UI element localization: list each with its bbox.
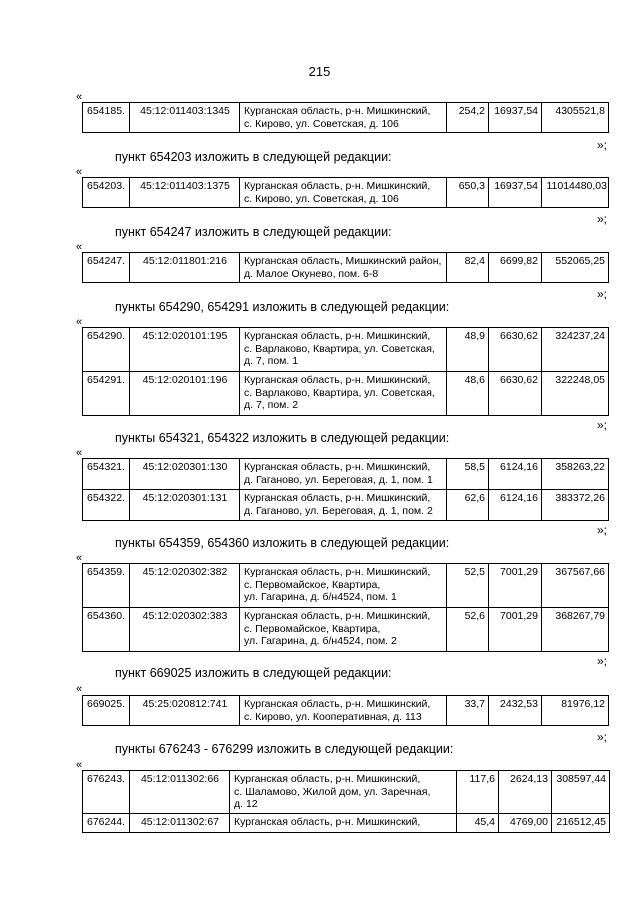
cadastral-value: 322248,05 <box>542 372 609 416</box>
address: Курганская область, р-н. Мишкинский, с. Шаламово, Жилой дом, ул. Заречная, д. 12 <box>230 771 457 814</box>
rate: 2432,53 <box>489 696 542 726</box>
item-number: 676244. <box>83 814 130 833</box>
page-number: 215 <box>308 64 331 79</box>
open-quote: « <box>76 316 83 328</box>
area: 650,3 <box>447 178 489 208</box>
property-table <box>82 102 609 133</box>
property-table <box>82 770 610 833</box>
area: 62,6 <box>447 490 489 521</box>
address: Курганская область, р-н. Мишкинский, с. Варлаково, Квартира, ул. Советская, д. 7, пом. 2 <box>240 372 447 416</box>
table-row <box>83 696 609 726</box>
rate: 7001,29 <box>489 608 542 652</box>
property-table <box>82 327 609 416</box>
cadastral-value: 308597,44 <box>552 771 610 814</box>
cadastral-value: 368267,79 <box>542 608 609 652</box>
table-row <box>83 372 609 416</box>
close-quote: »; <box>597 730 608 744</box>
cadastral-number: 45:12:020302:383 <box>130 608 240 652</box>
close-quote: »; <box>597 654 608 668</box>
open-quote: « <box>76 552 83 564</box>
section-heading: пункт 669025 изложить в следующей редакции: <box>115 666 392 680</box>
rate: 7001,29 <box>489 564 542 608</box>
close-quote: »; <box>597 212 608 226</box>
open-quote: « <box>76 91 83 103</box>
open-quote: « <box>76 166 83 178</box>
rate: 6630,62 <box>489 328 542 372</box>
cadastral-number: 45:25:020812:741 <box>130 696 240 726</box>
section-heading: пункты 654359, 654360 изложить в следующей редакции: <box>115 536 450 550</box>
property-table <box>82 458 609 521</box>
cadastral-value: 324237,24 <box>542 328 609 372</box>
address: Курганская область, р-н. Мишкинский, с. Кирово, ул. Советская, д. 106 <box>240 178 447 208</box>
item-number: 654360. <box>83 608 130 652</box>
cadastral-number: 45:12:020101:196 <box>130 372 240 416</box>
item-number: 654321. <box>83 459 130 490</box>
area: 45,4 <box>457 814 499 833</box>
table-row <box>83 328 609 372</box>
rate: 16937,54 <box>489 178 542 208</box>
property-table <box>82 563 609 652</box>
address: Курганская область, р-н. Мишкинский, с. Кирово, ул. Советская, д. 106 <box>240 103 447 133</box>
rate: 2624,13 <box>499 771 552 814</box>
close-quote: »; <box>597 523 608 537</box>
item-number: 654291. <box>83 372 130 416</box>
cadastral-value: 383372,26 <box>542 490 609 521</box>
table-row <box>83 814 610 833</box>
address: Курганская область, Мишкинский район, д. Малое Окунево, пом. 6-8 <box>240 253 447 283</box>
section-heading: пункты 654290, 654291 изложить в следующей редакции: <box>115 300 450 314</box>
area: 52,5 <box>447 564 489 608</box>
property-table <box>82 695 609 726</box>
area: 117,6 <box>457 771 499 814</box>
area: 58,5 <box>447 459 489 490</box>
rate: 6699,82 <box>489 253 542 283</box>
close-quote: »; <box>597 138 608 152</box>
cadastral-number: 45:12:020301:130 <box>130 459 240 490</box>
area: 33,7 <box>447 696 489 726</box>
cadastral-number: 45:12:011302:66 <box>130 771 230 814</box>
open-quote: « <box>76 241 83 253</box>
area: 52,6 <box>447 608 489 652</box>
table-row <box>83 771 610 814</box>
item-number: 669025. <box>83 696 130 726</box>
table-row <box>83 103 609 133</box>
section-heading: пункты 676243 - 676299 изложить в следующей редакции: <box>115 742 454 756</box>
section-heading: пункты 654321, 654322 изложить в следующей редакции: <box>115 431 450 445</box>
address: Курганская область, р-н. Мишкинский, с. Варлаково, Квартира, ул. Советская, д. 7, пом. 1 <box>240 328 447 372</box>
cadastral-value: 11014480,03 <box>542 178 609 208</box>
item-number: 654203. <box>83 178 130 208</box>
table-row <box>83 459 609 490</box>
cadastral-value: 358263,22 <box>542 459 609 490</box>
cadastral-number: 45:12:011403:1345 <box>130 103 240 133</box>
table-row <box>83 253 609 283</box>
close-quote: »; <box>597 418 608 432</box>
table-row <box>83 564 609 608</box>
open-quote: « <box>76 683 83 695</box>
section-heading: пункт 654203 изложить в следующей редакции: <box>115 150 392 164</box>
area: 254,2 <box>447 103 489 133</box>
cadastral-value: 216512,45 <box>552 814 610 833</box>
area: 48,6 <box>447 372 489 416</box>
rate: 6124,16 <box>489 490 542 521</box>
cadastral-value: 367567,66 <box>542 564 609 608</box>
open-quote: « <box>76 447 83 459</box>
property-table <box>82 252 609 283</box>
address: Курганская область, р-н. Мишкинский, с. Первомайское, Квартира, ул. Гагарина, д. б/н4524, пом. 2 <box>240 608 447 652</box>
rate: 6124,16 <box>489 459 542 490</box>
rate: 16937,54 <box>489 103 542 133</box>
cadastral-number: 45:12:011801:216 <box>130 253 240 283</box>
cadastral-number: 45:12:011302:67 <box>130 814 230 833</box>
cadastral-number: 45:12:020101:195 <box>130 328 240 372</box>
cadastral-number: 45:12:020301:131 <box>130 490 240 521</box>
cadastral-value: 4305521,8 <box>542 103 609 133</box>
cadastral-value: 552065,25 <box>542 253 609 283</box>
rate: 4769,00 <box>499 814 552 833</box>
address: Курганская область, р-н. Мишкинский, <box>230 814 457 833</box>
address: Курганская область, р-н. Мишкинский, д. Гаганово, ул. Береговая, д. 1, пом. 1 <box>240 459 447 490</box>
area: 48,9 <box>447 328 489 372</box>
section-heading: пункт 654247 изложить в следующей редакции: <box>115 225 392 239</box>
cadastral-number: 45:12:020302:382 <box>130 564 240 608</box>
item-number: 654247. <box>83 253 130 283</box>
close-quote: »; <box>597 287 608 301</box>
item-number: 654290. <box>83 328 130 372</box>
cadastral-number: 45:12:011403:1375 <box>130 178 240 208</box>
table-row <box>83 490 609 521</box>
item-number: 654359. <box>83 564 130 608</box>
item-number: 654322. <box>83 490 130 521</box>
rate: 6630,62 <box>489 372 542 416</box>
table-row <box>83 608 609 652</box>
address: Курганская область, р-н. Мишкинский, с. Кирово, ул. Кооперативная, д. 113 <box>240 696 447 726</box>
address: Курганская область, р-н. Мишкинский, с. Первомайское, Квартира, ул. Гагарина, д. б/н4524, пом. 1 <box>240 564 447 608</box>
table-row <box>83 178 609 208</box>
property-table <box>82 177 609 208</box>
open-quote: « <box>76 759 83 771</box>
item-number: 654185. <box>83 103 130 133</box>
address: Курганская область, р-н. Мишкинский, д. Гаганово, ул. Береговая, д. 1, пом. 2 <box>240 490 447 521</box>
cadastral-value: 81976,12 <box>542 696 609 726</box>
area: 82,4 <box>447 253 489 283</box>
item-number: 676243. <box>83 771 130 814</box>
